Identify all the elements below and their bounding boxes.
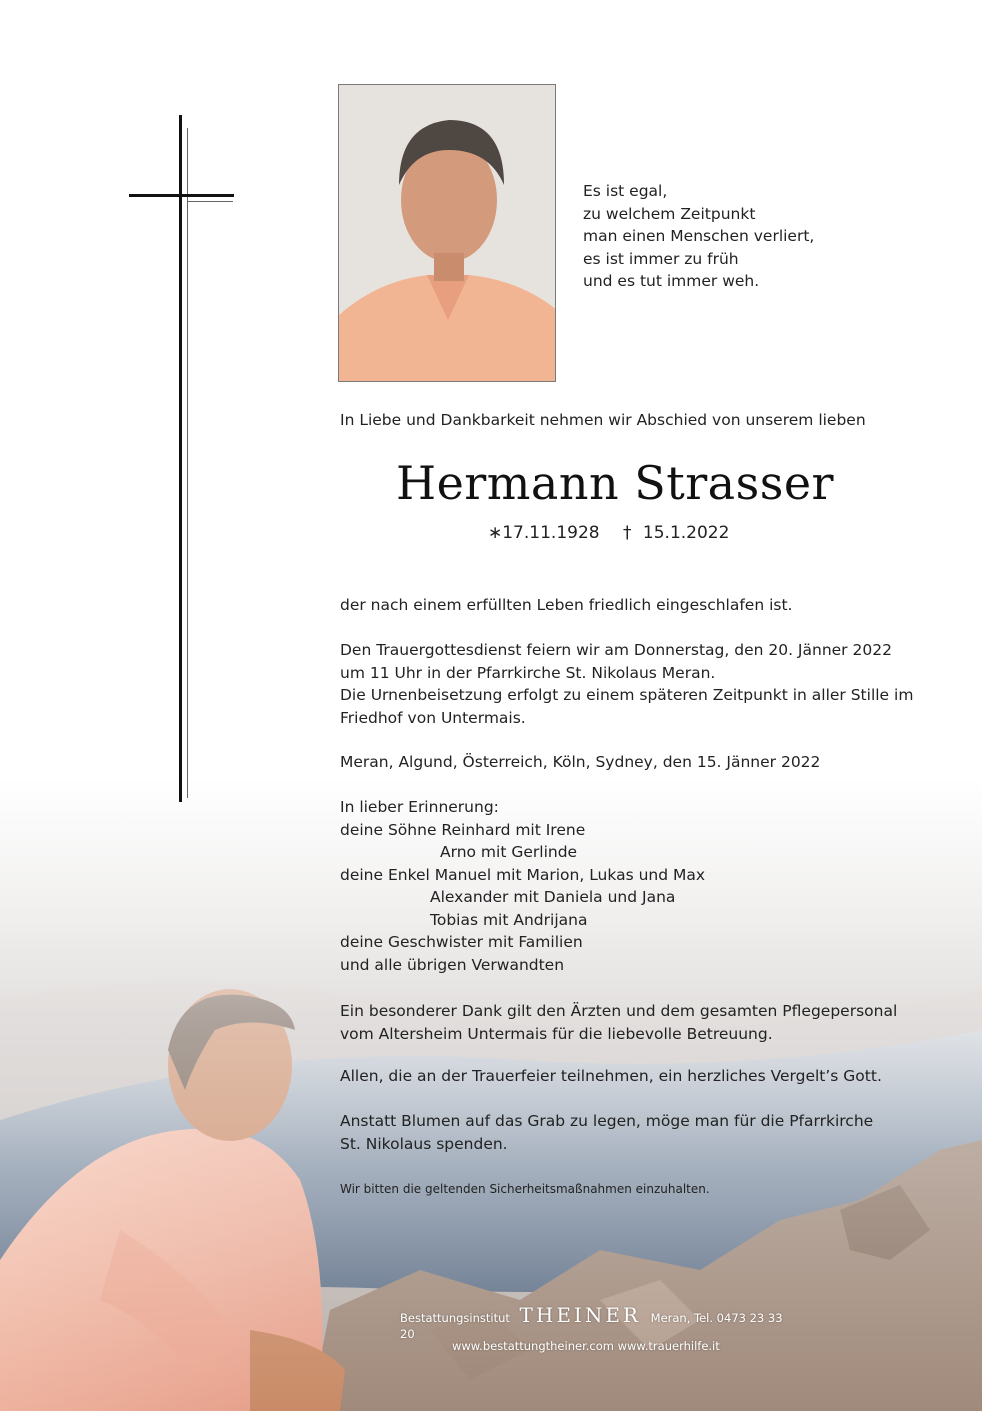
portrait-photo xyxy=(338,84,556,382)
mourners-line: und alle übrigen Verwandten xyxy=(340,955,565,974)
footer-prefix: Bestattungsinstitut xyxy=(400,1311,510,1325)
life-dates xyxy=(488,523,735,543)
mourners-line: deine Geschwister mit Familien xyxy=(340,933,583,951)
mourners-line: Arno mit Gerlinde xyxy=(440,843,578,861)
paragraph-line: der nach einem erfüllten Leben friedlich eingeschlafen ist. xyxy=(340,596,793,614)
poem-line: es ist immer zu früh xyxy=(583,249,739,268)
paragraph-line: Die Urnenbeisetzung erfolgt zu einem späteren Zeitpunkt in aller Stille im xyxy=(340,686,914,704)
paragraph-place-date xyxy=(340,751,900,774)
funeral-home-footer xyxy=(400,1303,800,1353)
birth-date: ∗17.11.1928 xyxy=(488,523,600,543)
poem-line: zu welchem Zeitpunkt xyxy=(583,204,756,223)
paragraph-gratitude xyxy=(340,1065,900,1088)
death-date: 15.1.2022 xyxy=(642,523,730,543)
death-symbol: † xyxy=(623,523,632,543)
poem xyxy=(583,180,913,293)
intro-text: In Liebe und Dankbarkeit nehmen wir Abschied von unserem lieben xyxy=(340,411,866,429)
safety-note-text: Wir bitten die geltenden Sicherheitsmaßnahmen einzuhalten. xyxy=(340,1182,710,1196)
paragraph-service xyxy=(340,639,914,729)
mourners-line: Alexander mit Daniela und Jana xyxy=(430,888,676,906)
cross-vertical-bar xyxy=(179,115,182,802)
mourners-list xyxy=(340,796,900,976)
footer-line-1 xyxy=(400,1303,800,1341)
footer-contact: Meran, Tel. 0473 23 33 20 xyxy=(400,1311,783,1341)
paragraph-peaceful xyxy=(340,594,900,617)
mourners-line: deine Enkel Manuel mit Marion, Lukas und Max xyxy=(340,865,706,884)
mourners-line: deine Söhne Reinhard mit Irene xyxy=(340,820,586,839)
portrait-illustration xyxy=(339,85,556,382)
mourners-line: Tobias mit Andrijana xyxy=(430,910,588,929)
cross-horizontal-bar xyxy=(129,194,234,197)
poem-line: und es tut immer weh. xyxy=(583,272,760,290)
paragraph-thanks xyxy=(340,1000,900,1045)
paragraph-line: Meran, Algund, Österreich, Köln, Sydney, den 15. Jänner 2022 xyxy=(340,753,821,771)
paragraph-line: Den Trauergottesdienst feiern wir am Donnerstag, den 20. Jänner 2022 xyxy=(340,641,892,659)
deceased-name: Hermann Strasser xyxy=(395,456,835,510)
funeral-home-brand: THEINER xyxy=(519,1303,641,1327)
poem-line: man einen Menschen verliert, xyxy=(583,227,815,245)
mourners-heading: In lieber Erinnerung: xyxy=(340,798,499,816)
cross-vertical-thin-line xyxy=(187,128,188,798)
paragraph-line: um 11 Uhr in der Pfarrkirche St. Nikolaus Meran. xyxy=(340,663,716,682)
paragraph-line: vom Altersheim Untermais für die liebevolle Betreuung. xyxy=(340,1024,773,1043)
cross-horizontal-thin-line xyxy=(188,201,233,202)
paragraph-line: Allen, die an der Trauerfeier teilnehmen, ein herzliches Vergelt’s Gott. xyxy=(340,1067,882,1085)
paragraph-line: St. Nikolaus spenden. xyxy=(340,1134,508,1153)
poem-line: Es ist egal, xyxy=(583,182,668,200)
paragraph-line: Ein besonderer Dank gilt den Ärzten und dem gesamten Pflegepersonal xyxy=(340,1002,898,1020)
footer-web: www.bestattungtheiner.com www.trauerhilfe.it xyxy=(452,1339,720,1353)
paragraph-line: Friedhof von Untermais. xyxy=(340,708,526,727)
safety-note xyxy=(340,1178,900,1201)
paragraph-donation xyxy=(340,1110,900,1155)
paragraph-line: Anstatt Blumen auf das Grab zu legen, möge man für die Pfarrkirche xyxy=(340,1112,874,1130)
